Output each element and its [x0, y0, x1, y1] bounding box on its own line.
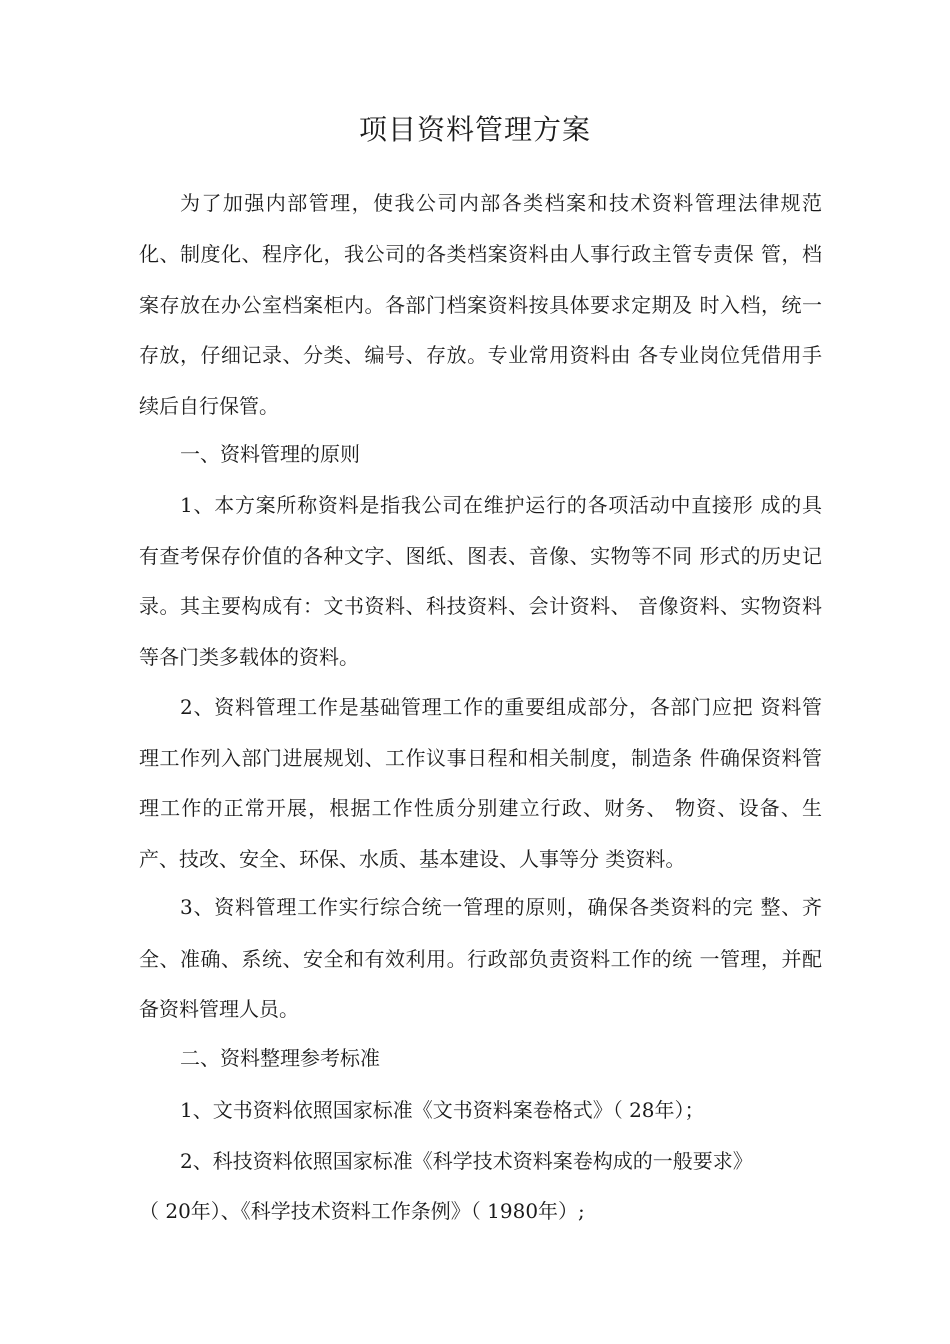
paragraph-line: 备资料管理人员。	[139, 997, 299, 1021]
section-heading: 一、资料管理的原则	[180, 442, 360, 466]
paragraph-line: 1、本方案所称资料是指我公司在维护运行的各项活动中直接形 成的具	[180, 493, 822, 517]
paragraph-line: 案存放在办公室档案柜内。各部门档案资料按具体要求定期及 时入档，统一	[139, 293, 822, 317]
paragraph-line: 化、制度化、程序化，我公司的各类档案资料由人事行政主管专责保 管，档	[139, 242, 822, 266]
paragraph-line: 3、资料管理工作实行综合统一管理的原则，确保各类资料的完 整、齐	[180, 895, 822, 919]
paragraph-line: 理工作列入部门进展规划、工作议事日程和相关制度，制造条 件确保资料管	[139, 746, 822, 770]
paragraph-line: 录。其主要构成有：文书资料、科技资料、会计资料、 音像资料、实物资料	[139, 594, 822, 618]
paragraph-line: 理工作的正常开展，根据工作性质分别建立行政、财务、 物资、设备、生	[139, 796, 822, 820]
document-title: 项目资料管理方案	[358, 113, 591, 146]
paragraph-line: 2、资料管理工作是基础管理工作的重要组成部分，各部门应把 资料管	[180, 695, 822, 719]
paragraph-line: 等各门类多载体的资料。	[139, 645, 359, 669]
paragraph-line: 存放，仔细记录、分类、编号、存放。专业常用资料由 各专业岗位凭借用手	[139, 343, 822, 367]
paragraph-line: （ 20年）、《科学技术资料工作条例》（ 1980年）;	[139, 1199, 585, 1223]
paragraph-line: 产、技改、安全、环保、水质、基本建设、人事等分 类资料。	[139, 847, 686, 871]
paragraph-line: 2、科技资料依照国家标准《科学技术资料案卷构成的一般要求》	[180, 1149, 753, 1173]
section-heading: 二、资料整理参考标准	[180, 1046, 380, 1070]
paragraph-line: 1、文书资料依照国家标准《文书资料案卷格式》（ 28年）；	[180, 1098, 705, 1122]
paragraph-line: 为了加强内部管理，使我公司内部各类档案和技术资料管理法律规范	[180, 191, 822, 215]
paragraph-line: 全、准确、系统、安全和有效利用。行政部负责资料工作的统 一管理，并配	[139, 947, 822, 971]
paragraph-line: 续后自行保管。	[139, 394, 279, 418]
paragraph-line: 有查考保存价值的各种文字、图纸、图表、音像、实物等不同 形式的历史记	[139, 544, 822, 568]
